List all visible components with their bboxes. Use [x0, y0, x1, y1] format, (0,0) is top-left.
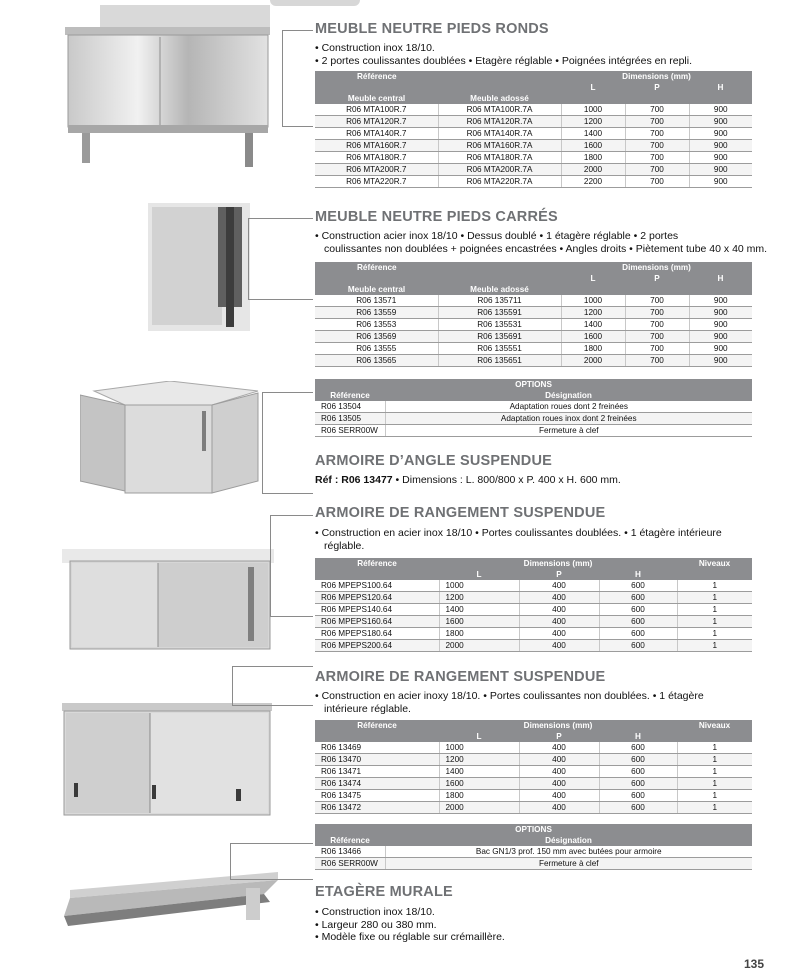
table-cell: R06 MPEPS160.64	[315, 616, 439, 628]
table-cell: R06 MTA160R.7A	[438, 140, 561, 152]
table-cell: R06 MTA140R.7	[315, 128, 438, 140]
table-cell: R06 13553	[315, 319, 438, 331]
table-cell: 400	[519, 640, 599, 652]
table-cell: 400	[519, 628, 599, 640]
table-row	[315, 116, 752, 128]
table-cell: 700	[625, 307, 689, 319]
table-row	[315, 754, 752, 766]
table-cell: Adaptation roues inox dont 2 freinées	[385, 413, 752, 425]
table-cell: 400	[519, 754, 599, 766]
bullet-text: • 2 portes coulissantes doublées • Etagère réglable • Poignées intégrées en repli.	[315, 54, 693, 67]
table-cell: 700	[625, 116, 689, 128]
reference-label: Réf : R06 13477	[315, 474, 393, 486]
spec-table	[315, 720, 752, 814]
table-row	[315, 295, 752, 307]
table-row	[315, 802, 752, 814]
table-cell: 600	[599, 754, 677, 766]
table-cell: 900	[689, 104, 752, 116]
table-row	[315, 355, 752, 367]
header-designation: Désignation	[385, 390, 752, 401]
table-cell: R06 135651	[438, 355, 561, 367]
table-cell: 1800	[439, 790, 519, 802]
spec-table	[315, 558, 752, 652]
header-levels: Niveaux	[677, 720, 752, 731]
table-cell: R06 135691	[438, 331, 561, 343]
bullet-text: • Construction acier inox 18/10 • Dessus doublé • 1 étagère réglable • 2 portes	[315, 230, 679, 242]
table-cell: R06 13571	[315, 295, 438, 307]
header-dimensions: Dimensions (mm)	[439, 720, 677, 731]
table-cell: 400	[519, 592, 599, 604]
table-cell: R06 13474	[315, 778, 439, 790]
table-cell: 700	[625, 128, 689, 140]
reference-details: • Dimensions : L. 800/800 x P. 400 x H. 600 mm.	[392, 474, 621, 486]
table-cell: R06 MTA220R.7A	[438, 176, 561, 188]
table-cell: 700	[625, 176, 689, 188]
table-cell: 2000	[561, 164, 625, 176]
table-cell: R06 135711	[438, 295, 561, 307]
section-description	[315, 527, 722, 552]
table-cell: 1200	[439, 592, 519, 604]
section-description	[315, 42, 692, 67]
table-cell: 900	[689, 116, 752, 128]
header-p: P	[519, 569, 599, 580]
table-cell: 600	[599, 640, 677, 652]
table-row	[315, 580, 752, 592]
table-row	[315, 742, 752, 754]
table-cell: R06 13466	[315, 846, 385, 858]
table-cell: 600	[599, 604, 677, 616]
table-cell: 700	[625, 295, 689, 307]
header-h: H	[689, 82, 752, 93]
table-cell: R06 MTA200R.7A	[438, 164, 561, 176]
header-l: L	[561, 273, 625, 284]
connector-line	[248, 218, 313, 300]
table-cell: R06 MTA200R.7	[315, 164, 438, 176]
header-dimensions: Dimensions (mm)	[439, 558, 677, 569]
table-cell: 400	[519, 778, 599, 790]
table-row	[315, 790, 752, 802]
table-cell: 700	[625, 152, 689, 164]
section-description	[315, 230, 767, 255]
connector-line	[270, 515, 313, 617]
table-cell: R06 SERR00W	[315, 858, 385, 870]
table-cell: 900	[689, 343, 752, 355]
table-cell: 1	[677, 628, 752, 640]
table-row	[315, 778, 752, 790]
table-cell: R06 13469	[315, 742, 439, 754]
table-cell: R06 13475	[315, 790, 439, 802]
table-cell: R06 13504	[315, 401, 385, 413]
table-cell: R06 MPEPS200.64	[315, 640, 439, 652]
table-row	[315, 164, 752, 176]
table-cell: 700	[625, 343, 689, 355]
header-p: P	[519, 731, 599, 742]
table-cell: R06 13565	[315, 355, 438, 367]
table-cell: 1	[677, 802, 752, 814]
table-cell: R06 MTA100R.7	[315, 104, 438, 116]
bullet-text: • Construction inox 18/10.	[315, 42, 435, 54]
bullet-text: • Modèle fixe ou réglable sur crémaillère.	[315, 931, 505, 943]
table-cell: 1	[677, 604, 752, 616]
bullet-text: • Construction en acier inox 18/10 • Portes coulissantes doublées. • 1 étagère intérieure	[315, 527, 722, 539]
table-cell: 900	[689, 176, 752, 188]
bullet-text: • Construction en acier inoxy 18/10. • Portes coulissantes non doublées. • 1 étagère	[315, 690, 704, 702]
header-adosse: Meuble adossé	[438, 284, 561, 295]
header-adosse: Meuble adossé	[438, 93, 561, 104]
section-title: ARMOIRE DE RANGEMENT SUSPENDUE	[315, 669, 606, 685]
table-cell: 1	[677, 766, 752, 778]
table-cell: Bac GN1/3 prof. 150 mm avec butées pour armoire	[385, 846, 752, 858]
table-cell: 600	[599, 802, 677, 814]
table-cell: 1800	[439, 628, 519, 640]
table-cell: Fermeture à clef	[385, 425, 752, 437]
table-cell: 400	[519, 604, 599, 616]
table-cell: 1200	[561, 307, 625, 319]
spec-table	[315, 71, 752, 188]
header-reference: Référence	[315, 262, 438, 273]
table-cell: 1000	[439, 580, 519, 592]
options-table	[315, 379, 752, 437]
table-cell: R06 135531	[438, 319, 561, 331]
table-cell: 1400	[561, 319, 625, 331]
table-cell: 1600	[561, 140, 625, 152]
table-row	[315, 766, 752, 778]
table-row	[315, 846, 752, 858]
table-cell: Adaptation roues dont 2 freinées	[385, 401, 752, 413]
table-cell: R06 MTA180R.7	[315, 152, 438, 164]
header-reference: Référence	[315, 558, 439, 569]
table-cell: 600	[599, 580, 677, 592]
table-cell: 2200	[561, 176, 625, 188]
table-cell: 600	[599, 592, 677, 604]
options-table	[315, 824, 752, 870]
table-row	[315, 640, 752, 652]
table-cell: 1	[677, 778, 752, 790]
table-cell: 2000	[561, 355, 625, 367]
table-cell: 1600	[439, 778, 519, 790]
section-title: ARMOIRE D’ANGLE SUSPENDUE	[315, 453, 553, 469]
page-number: 135	[744, 957, 765, 971]
table-row	[315, 152, 752, 164]
table-row	[315, 604, 752, 616]
options-title: OPTIONS	[315, 379, 752, 390]
section-title: MEUBLE NEUTRE PIEDS CARRÉS	[315, 209, 558, 225]
options-title: OPTIONS	[315, 824, 752, 835]
table-cell: 1800	[561, 343, 625, 355]
table-cell: 1000	[561, 104, 625, 116]
table-cell: R06 MPEPS120.64	[315, 592, 439, 604]
table-cell: R06 MTA140R.7A	[438, 128, 561, 140]
table-cell: 1	[677, 616, 752, 628]
table-cell: R06 SERR00W	[315, 425, 385, 437]
connector-line	[262, 392, 313, 494]
connector-line	[230, 843, 313, 880]
bullet-text: • Construction inox 18/10.	[315, 906, 435, 918]
table-cell: 1400	[439, 766, 519, 778]
section-title: ETAGÈRE MURALE	[315, 884, 453, 900]
table-row	[315, 331, 752, 343]
header-designation: Désignation	[385, 835, 752, 846]
cabinet-round-legs-photo	[60, 0, 285, 175]
table-cell: R06 MPEPS100.64	[315, 580, 439, 592]
table-cell: R06 MTA120R.7A	[438, 116, 561, 128]
table-cell: 400	[519, 790, 599, 802]
table-cell: 600	[599, 766, 677, 778]
table-cell: 1	[677, 592, 752, 604]
header-reference: Référence	[315, 720, 439, 731]
table-row	[315, 319, 752, 331]
table-cell: R06 MPEPS180.64	[315, 628, 439, 640]
section-title: ARMOIRE DE RANGEMENT SUSPENDUE	[315, 505, 606, 521]
table-cell: 900	[689, 140, 752, 152]
table-cell: 1	[677, 580, 752, 592]
table-cell: 900	[689, 128, 752, 140]
table-cell: 600	[599, 790, 677, 802]
table-cell: R06 13555	[315, 343, 438, 355]
connector-line	[282, 30, 313, 127]
header-reference: Référence	[315, 71, 438, 82]
table-cell: R06 MPEPS140.64	[315, 604, 439, 616]
section-description	[315, 690, 704, 715]
table-cell: 600	[599, 616, 677, 628]
table-cell: 600	[599, 778, 677, 790]
table-row	[315, 307, 752, 319]
table-row	[315, 140, 752, 152]
table-cell: 400	[519, 742, 599, 754]
table-row	[315, 413, 752, 425]
table-cell: 1400	[439, 604, 519, 616]
header-dimensions: Dimensions (mm)	[561, 71, 752, 82]
table-cell: 600	[599, 742, 677, 754]
table-cell: 700	[625, 104, 689, 116]
bullet-text: réglable.	[324, 539, 365, 552]
table-cell: R06 135551	[438, 343, 561, 355]
table-cell: R06 MTA180R.7A	[438, 152, 561, 164]
cabinet-square-legs-photo	[148, 203, 250, 331]
table-cell: 400	[519, 580, 599, 592]
table-cell: 1	[677, 742, 752, 754]
corner-wall-cabinet-photo	[80, 381, 262, 497]
table-cell: R06 MTA120R.7	[315, 116, 438, 128]
section-title: MEUBLE NEUTRE PIEDS RONDS	[315, 21, 549, 37]
table-row	[315, 128, 752, 140]
wall-cabinet-double-doors-photo	[62, 549, 274, 659]
table-row	[315, 592, 752, 604]
table-cell: 1200	[561, 116, 625, 128]
table-cell: R06 135591	[438, 307, 561, 319]
header-h: H	[599, 569, 677, 580]
header-reference: Référence	[315, 390, 385, 401]
table-cell: 700	[625, 355, 689, 367]
table-cell: 1	[677, 790, 752, 802]
table-cell: 900	[689, 152, 752, 164]
table-row	[315, 616, 752, 628]
wall-cabinet-sliding-doors-photo	[62, 703, 272, 825]
table-cell: 1400	[561, 128, 625, 140]
table-cell: R06 13471	[315, 766, 439, 778]
header-h: H	[689, 273, 752, 284]
table-row	[315, 343, 752, 355]
table-cell: 700	[625, 140, 689, 152]
table-row	[315, 858, 752, 870]
table-cell: R06 13472	[315, 802, 439, 814]
table-cell: R06 13559	[315, 307, 438, 319]
table-cell: 400	[519, 766, 599, 778]
table-row	[315, 104, 752, 116]
table-cell: R06 MTA220R.7	[315, 176, 438, 188]
table-cell: 1	[677, 640, 752, 652]
table-row	[315, 425, 752, 437]
spec-table	[315, 262, 752, 367]
table-cell: 2000	[439, 802, 519, 814]
table-cell: 900	[689, 307, 752, 319]
table-cell: 1	[677, 754, 752, 766]
section-description	[315, 906, 505, 944]
connector-line	[232, 666, 313, 706]
table-cell: Fermeture à clef	[385, 858, 752, 870]
header-l: L	[439, 731, 519, 742]
header-central: Meuble central	[315, 284, 438, 295]
table-cell: R06 13470	[315, 754, 439, 766]
table-row	[315, 628, 752, 640]
header-l: L	[561, 82, 625, 93]
table-cell: 700	[625, 319, 689, 331]
table-cell: 700	[625, 331, 689, 343]
table-cell: R06 MTA100R.7A	[438, 104, 561, 116]
table-cell: 2000	[439, 640, 519, 652]
table-row	[315, 401, 752, 413]
table-cell: 1600	[439, 616, 519, 628]
table-cell: R06 MTA160R.7	[315, 140, 438, 152]
table-cell: 400	[519, 802, 599, 814]
header-dimensions: Dimensions (mm)	[561, 262, 752, 273]
header-p: P	[625, 82, 689, 93]
bullet-text: intérieure réglable.	[324, 702, 411, 715]
table-cell: 400	[519, 616, 599, 628]
table-cell: 900	[689, 319, 752, 331]
table-cell: 1600	[561, 331, 625, 343]
bullet-text: • Largeur 280 ou 380 mm.	[315, 918, 437, 931]
table-cell: 900	[689, 331, 752, 343]
header-levels: Niveaux	[677, 558, 752, 569]
header-l: L	[439, 569, 519, 580]
bullet-text: coulissantes non doublées + poignées encastrées • Angles droits • Piètement tube 40 x 40 mm.	[324, 242, 768, 255]
table-cell: 900	[689, 164, 752, 176]
reference-line	[315, 474, 621, 486]
header-reference: Référence	[315, 835, 385, 846]
table-cell: 700	[625, 164, 689, 176]
table-cell: 1200	[439, 754, 519, 766]
table-cell: 900	[689, 295, 752, 307]
header-central: Meuble central	[315, 93, 438, 104]
header-p: P	[625, 273, 689, 284]
header-h: H	[599, 731, 677, 742]
table-cell: R06 13569	[315, 331, 438, 343]
table-cell: 1000	[439, 742, 519, 754]
table-cell: 600	[599, 628, 677, 640]
table-cell: 900	[689, 355, 752, 367]
table-cell: R06 13505	[315, 413, 385, 425]
table-row	[315, 176, 752, 188]
table-cell: 1800	[561, 152, 625, 164]
table-cell: 1000	[561, 295, 625, 307]
